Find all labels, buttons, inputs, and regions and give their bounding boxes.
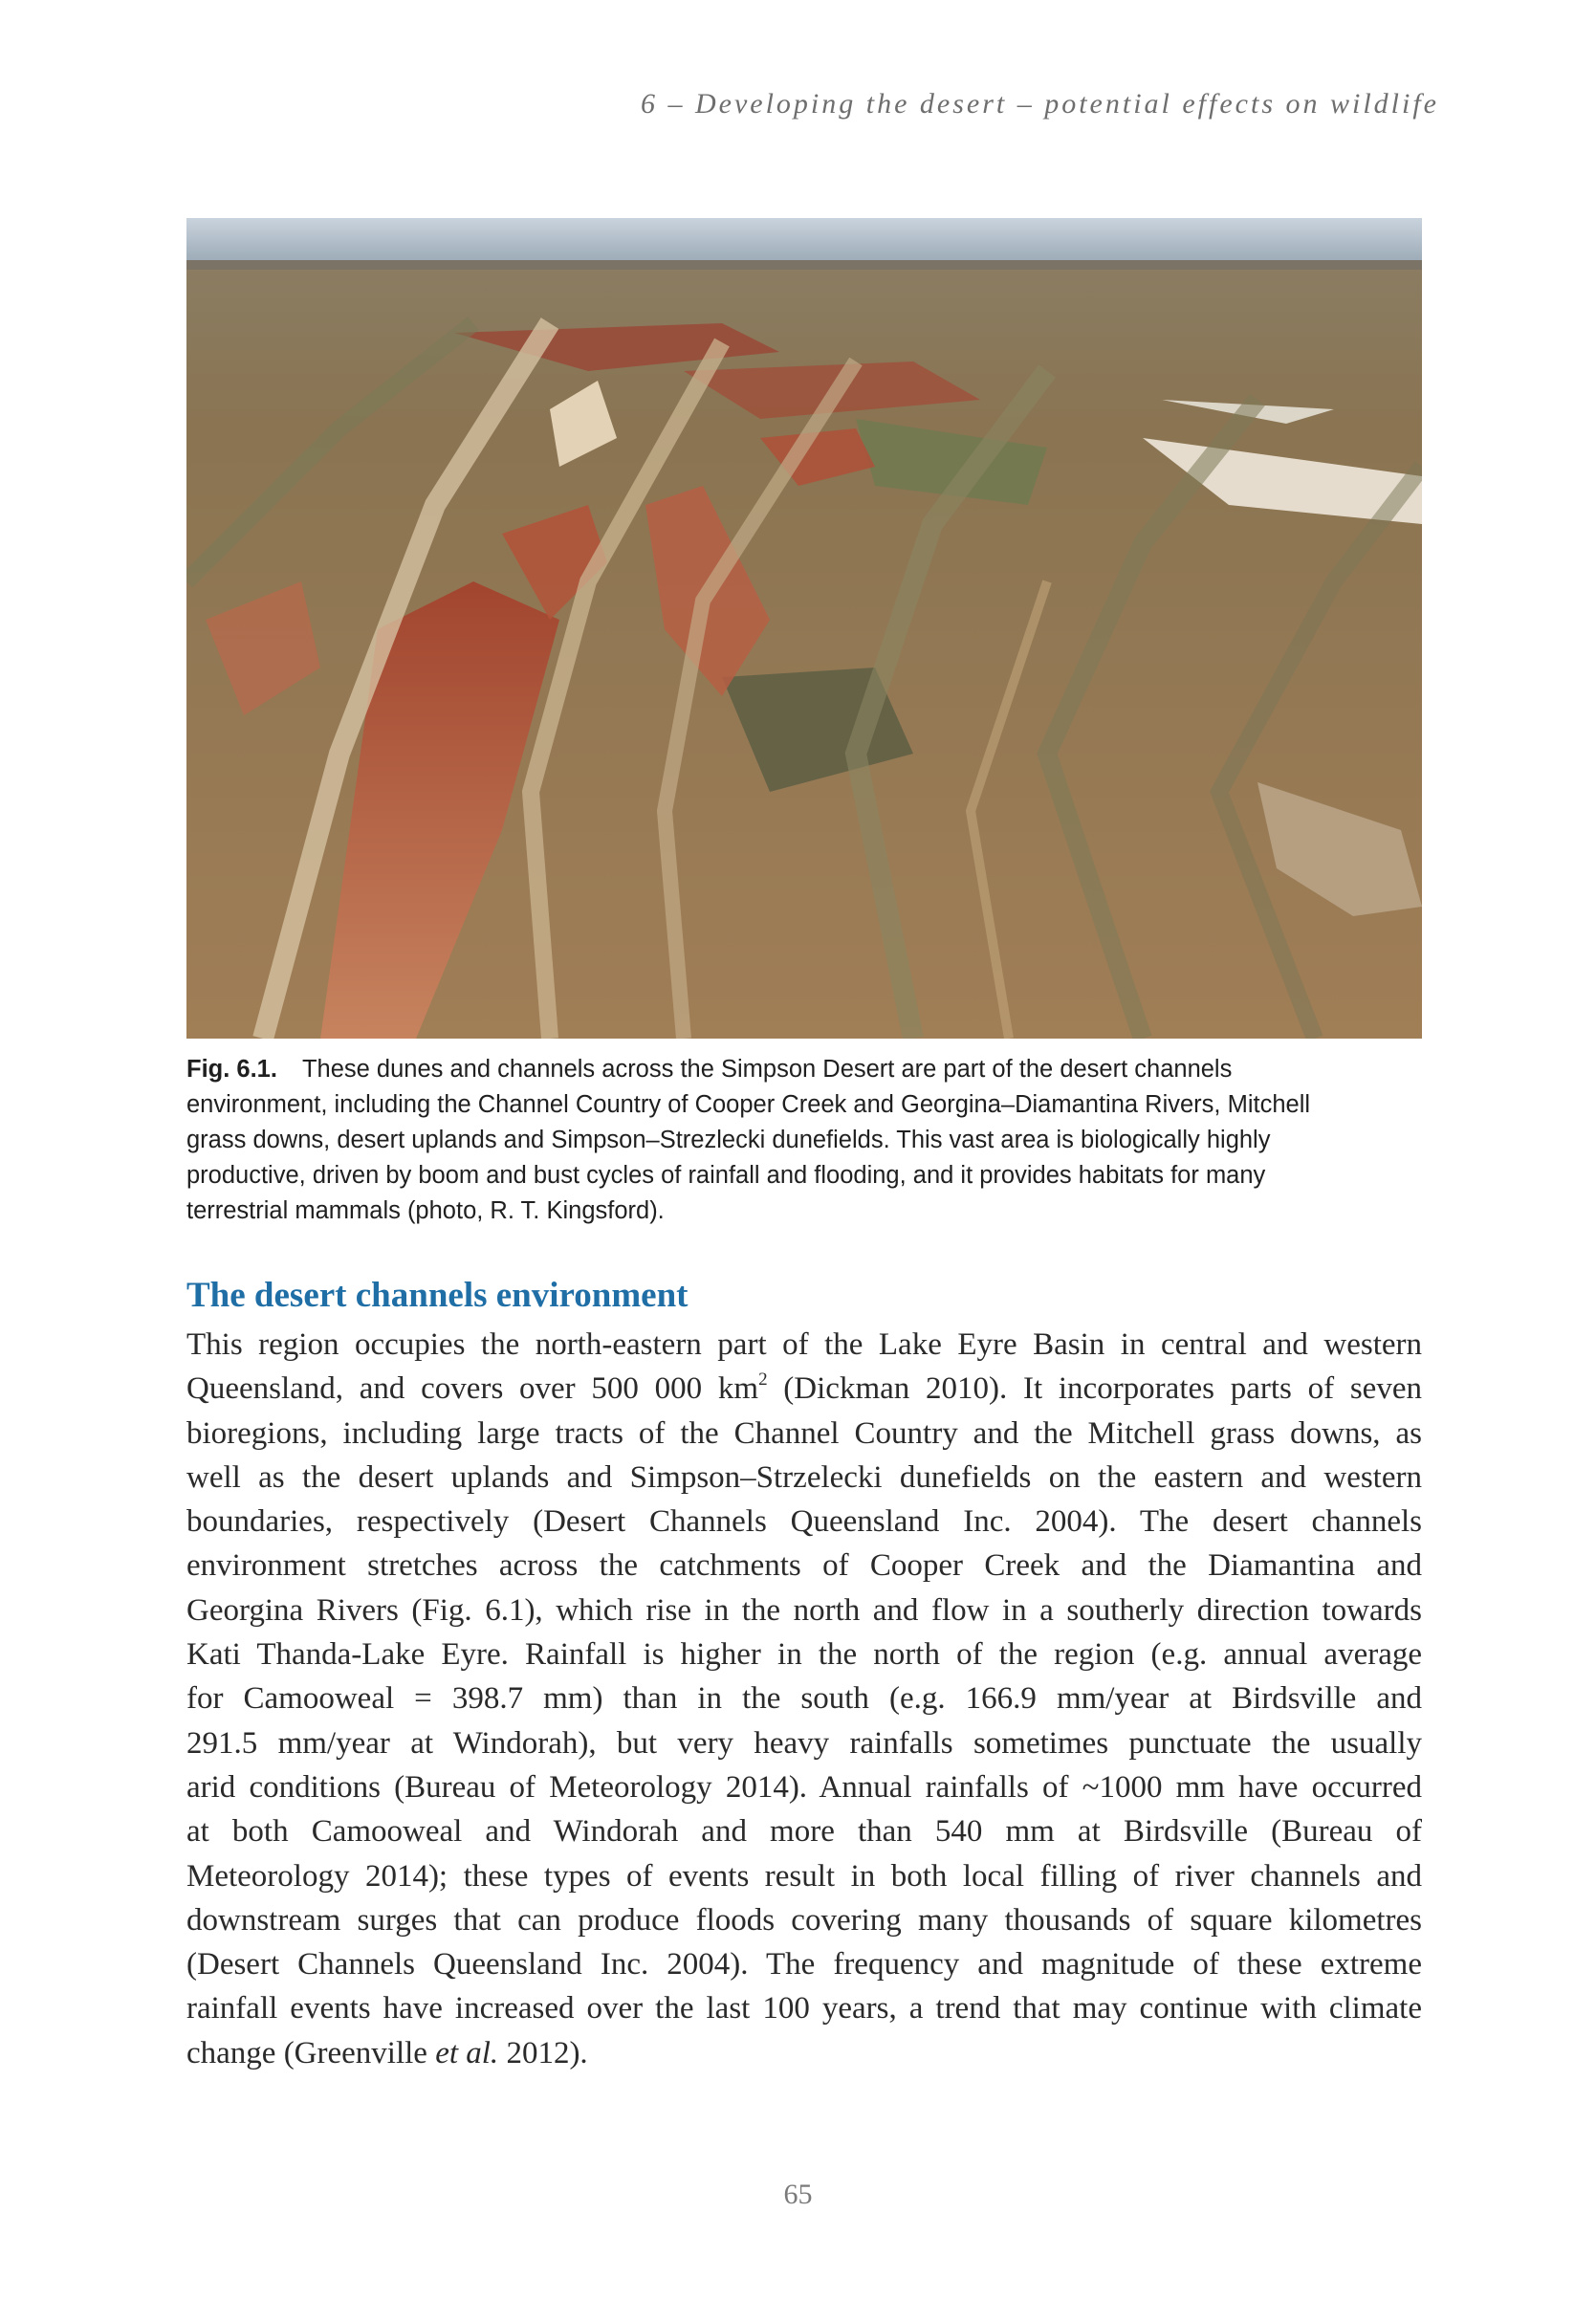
paragraph-line (186, 2031, 1422, 2075)
line-text: Queensland, and covers over 500 000 km (186, 1371, 759, 1407)
caption-line-5: terrestrial mammals (photo, R. T. Kingsford). (186, 1197, 665, 1224)
body-paragraph (186, 1323, 1422, 2075)
paragraph-line: well as the desert uplands and Simpson–Strzelecki dunefields on the eastern and western (186, 1459, 1422, 1495)
caption-line-4: productive, driven by boom and bust cycles of rainfall and flooding, and it provides habitats for many (186, 1162, 1266, 1189)
paragraph-line (186, 1367, 1422, 1411)
paragraph-line: Meteorology 2014); these types of events result in both local filling of river channels and (186, 1858, 1422, 1894)
section-heading: The desert channels environment (186, 1276, 689, 1315)
paragraph-line: environment stretches across the catchments of Cooper Creek and the Diamantina and (186, 1548, 1422, 1584)
running-header: 6 – Developing the desert – potential effects on wildlife (640, 88, 1439, 120)
caption-line-2: environment, including the Channel Country of Cooper Creek and Georgina–Diamantina Rivers, Mitchell (186, 1091, 1311, 1118)
aerial-desert-photo (186, 218, 1422, 1039)
caption-text-1: These dunes and channels across the Simpson Desert are part of the desert channels (301, 1056, 1233, 1083)
line-text: (Dickman 2010). It incorporates parts of seven (767, 1371, 1422, 1407)
paragraph-line: boundaries, respectively (Desert Channels Queensland Inc. 2004). The desert channels (186, 1504, 1422, 1540)
paragraph-line: rainfall events have increased over the last 100 years, a trend that may continue with climate (186, 1991, 1422, 2026)
line-text: 2012). (498, 2035, 588, 2070)
page-number: 65 (783, 2179, 813, 2210)
paragraph-line: downstream surges that can produce floods covering many thousands of square kilometres (186, 1902, 1422, 1938)
paragraph-line: Kati Thanda-Lake Eyre. Rainfall is higher in the north of the region (e.g. annual average (186, 1637, 1422, 1673)
paragraph-line: 291.5 mm/year at Windorah), but very heavy rainfalls sometimes punctuate the usually (186, 1725, 1422, 1761)
paragraph-line: (Desert Channels Queensland Inc. 2004). The frequency and magnitude of these extreme (186, 1947, 1422, 1982)
paragraph-line: for Camooweal = 398.7 mm) than in the south (e.g. 166.9 mm/year at Birdsville and (186, 1681, 1422, 1717)
paragraph-line: Georgina Rivers (Fig. 6.1), which rise in the north and flow in a southerly direction towards (186, 1592, 1422, 1628)
italic-et-al: et al. (435, 2035, 499, 2070)
paragraph-line: arid conditions (Bureau of Meteorology 2014). Annual rainfalls of ~1000 mm have occurred (186, 1769, 1422, 1805)
figure-photo (186, 218, 1422, 1039)
caption-line-3: grass downs, desert uplands and Simpson–Strezlecki dunefields. This vast area is biologically highly (186, 1127, 1271, 1153)
paragraph-line: bioregions, including large tracts of the Channel Country and the Mitchell grass downs, as (186, 1415, 1422, 1451)
paragraph-line: This region occupies the north-eastern part of the Lake Eyre Basin in central and western (186, 1327, 1422, 1362)
superscript-two: 2 (758, 1369, 768, 1391)
caption-line-1 (186, 1052, 1430, 1087)
figure-label: Fig. 6.1. (186, 1056, 277, 1083)
figure-caption (186, 1052, 1430, 1229)
paragraph-line: at both Camooweal and Windorah and more than 540 mm at Birdsville (Bureau of (186, 1814, 1422, 1850)
line-text: change (Greenville (186, 2035, 436, 2070)
